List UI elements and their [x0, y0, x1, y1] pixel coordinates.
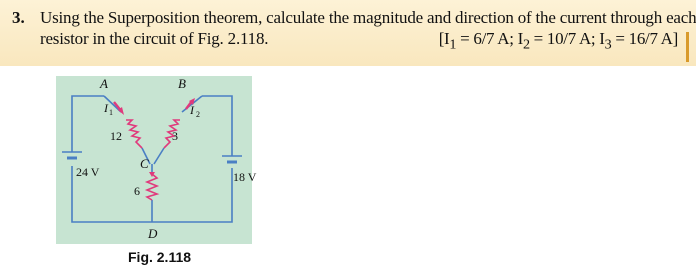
answer-i1-value: = 6/7 A; I	[456, 29, 523, 48]
label-node-c: C	[140, 156, 149, 171]
answer-i2-value: = 10/7 A; I	[529, 29, 605, 48]
answer-open: [I	[438, 29, 450, 48]
wire-left-top	[72, 96, 104, 152]
label-current-1-sub: 1	[109, 108, 113, 117]
label-r-6: 6	[134, 184, 140, 198]
label-node-d: D	[148, 226, 158, 241]
problem-number: 3.	[12, 8, 25, 27]
answer-i3-sub: 3	[604, 36, 612, 53]
answer-key	[439, 29, 678, 53]
circuit-wires	[72, 96, 232, 222]
wire-r3-to-c	[154, 148, 164, 164]
answer-i1-sub: 1	[449, 36, 457, 53]
battery-right	[222, 156, 242, 162]
problem-text-line-1: Using the Superposition theorem, calculate the magnitude and direction of the current through each	[40, 8, 696, 27]
label-r-3: 3	[172, 129, 178, 143]
circuit-diagram	[56, 76, 257, 244]
wire-right-top	[202, 96, 232, 156]
circuit-figure	[56, 76, 257, 244]
label-node-a: A	[100, 76, 108, 91]
label-r-12: 12	[110, 129, 122, 143]
label-current-2: I	[190, 103, 194, 117]
problem-text-line-2: resistor in the circuit of Fig. 2.118.	[40, 29, 269, 48]
label-current-1: I	[104, 101, 108, 115]
label-current-2-sub: 2	[196, 110, 200, 119]
resistor-6-ohm	[147, 174, 157, 200]
figure-caption: Fig. 2.118	[128, 249, 192, 265]
battery-left	[62, 152, 82, 158]
label-source-24v: 24 V	[76, 165, 100, 179]
resistor-12-ohm	[126, 120, 142, 148]
answer-i2-sub: 2	[522, 36, 530, 53]
label-source-18v: 18 V	[233, 170, 257, 184]
label-node-b: B	[178, 76, 186, 91]
right-accent-bar	[686, 32, 689, 62]
answer-i3-value: = 16/7 A]	[611, 29, 678, 48]
current-arrow-i1	[114, 102, 124, 115]
